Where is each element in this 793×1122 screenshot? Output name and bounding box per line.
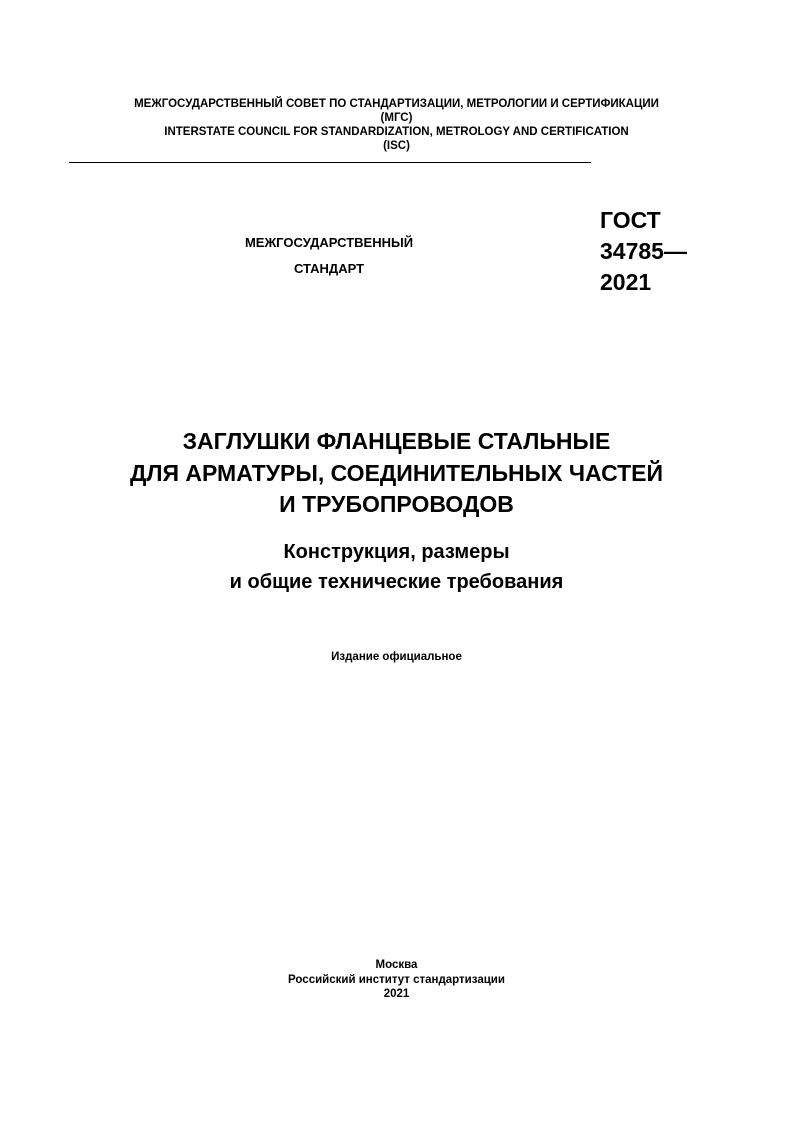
document-kind (200, 230, 458, 282)
council-name-en: INTERSTATE COUNCIL FOR STANDARDIZATION, METROLOGY AND CERTIFICATION (164, 126, 629, 138)
council-abbr-ru: (МГС) (380, 112, 413, 124)
standard-designation (600, 205, 687, 298)
document-kind-line1: МЕЖГОСУДАРСТВЕННЫЙ (244, 235, 414, 250)
designation-prefix: ГОСТ (600, 207, 661, 233)
title-line3: И ТРУБОПРОВОДОВ (279, 491, 514, 517)
title-line1: ЗАГЛУШКИ ФЛАНЦЕВЫЕ СТАЛЬНЫЕ (182, 428, 611, 454)
designation-number: 34785— (600, 238, 687, 264)
council-header (0, 97, 793, 153)
designation-year: 2021 (600, 269, 652, 295)
imprint-year: 2021 (383, 988, 410, 1000)
subtitle-line1: Конструкция, размеры (283, 541, 510, 563)
title-line2: ДЛЯ АРМАТУРЫ, СОЕДИНИТЕЛЬНЫХ ЧАСТЕЙ (129, 459, 664, 486)
imprint (0, 958, 793, 1002)
council-name-ru: МЕЖГОСУДАРСТВЕННЫЙ СОВЕТ ПО СТАНДАРТИЗАЦИИ, МЕТРОЛОГИИ И СЕРТИФИКАЦИИ (134, 98, 659, 110)
subtitle-line2: и общие технические требования (229, 571, 564, 593)
imprint-city: Москва (375, 959, 418, 971)
document-kind-line2: СТАНДАРТ (293, 261, 365, 276)
council-abbr-en: (ISC) (383, 140, 410, 152)
header-divider (69, 162, 591, 163)
document-subtitle (0, 537, 793, 597)
edition-note: Издание официальное (331, 651, 462, 663)
document-title (0, 426, 793, 521)
imprint-publisher: Российский институт стандартизации (288, 973, 505, 986)
